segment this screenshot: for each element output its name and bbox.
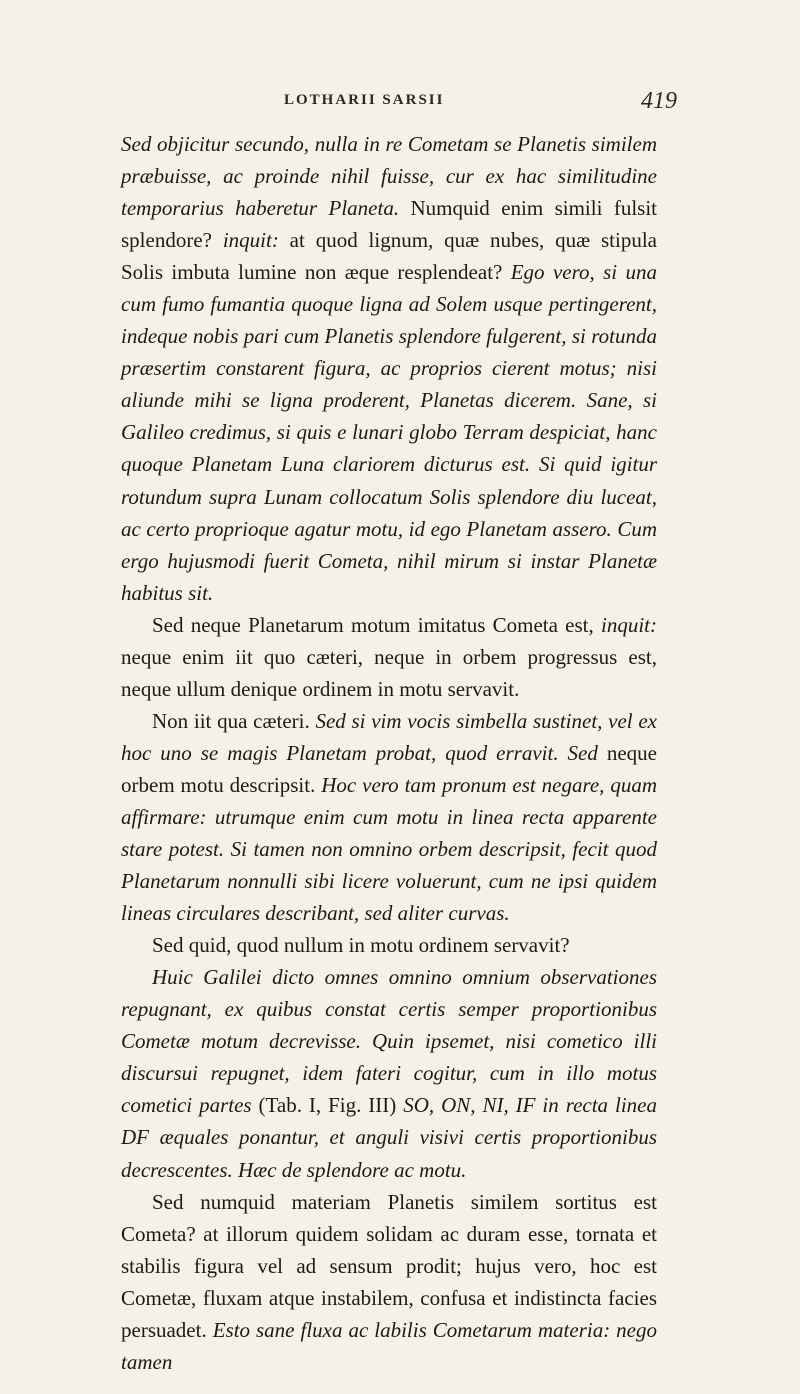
roman-run: Non iit qua cæteri.	[152, 708, 316, 733]
roman-run: (Tab. I, Fig. III)	[251, 1093, 404, 1118]
roman-run: Sed neque Planetarum motum imitatus Cometa est,	[152, 612, 601, 637]
roman-run: neque orbem motu descripsit.	[121, 740, 657, 797]
italic-run: Esto sane fluxa ac labilis Cometarum materia: nego tamen	[121, 1317, 657, 1374]
italic-run: Huic Galilei dicto omnes omnino omnium observationes repugnant, ex quibus constat certis semper proportionibus Cometæ motum decrevisse. Quin ipsemet, nisi cometico illi discursui repugnet, idem fateri cogitur, cum in illo motus cometici partes	[121, 965, 657, 1118]
paragraph	[121, 1186, 657, 1378]
paragraph	[121, 609, 657, 705]
roman-run: Numquid enim simili fulsit splendore?	[121, 196, 657, 253]
running-title: LOTHARII SARSII	[284, 92, 445, 108]
italic-run: SO, ON, NI, IF in recta linea DF æquales ponantur, et anguli visivi certis proportionibus decrescentes. Hæc de splendore ac motu.	[121, 1093, 657, 1182]
running-head	[0, 88, 800, 118]
italic-run: Sed objicitur secundo, nulla in re Cometam se Planetis similem præbuisse, ac proinde nihil fuisse, cur ex hac similitudine temporarius haberetur Planeta.	[121, 132, 657, 221]
paragraph	[121, 961, 657, 1185]
italic-run: inquit:	[601, 612, 657, 637]
roman-run: neque enim iit quo cæteri, neque in orbem progressus est, neque ullum denique ordinem in motu servavit.	[121, 644, 657, 701]
paragraph	[121, 705, 657, 929]
roman-run: Sed numquid materiam Planetis similem sortitus est Cometa? at illorum quidem solidam ac duram esse, tornata et stabilis figura vel ad sensum prodit; hujus vero, hoc est Cometæ, fluxam atque instabilem, confusa et indistincta facies persuadet.	[121, 1189, 657, 1342]
italic-run: Ego vero, si una cum fumo fumantia quoque ligna ad Solem usque pertingerent, indeque nobis pari cum Planetis splendore fulgerent, si rotunda præsertim constarent figura, ac proprios cierent motus; nisi aliunde mihi se ligna proderent, Planetas dicerem. Sane, si Galileo credimus, si quis e lunari globo Terram despiciat, hanc quoque Planetam Luna clariorem dicturus est. Si quid igitur rotundum supra Lunam collocatum Solis splendore diu luceat, ac certo proprioque agatur motu, id ego Planetam assero. Cum ergo hujusmodi fuerit Cometa, nihil mirum si instar Planetæ habitus sit.	[121, 260, 657, 605]
page-number: 419	[641, 88, 677, 114]
roman-run: Sed quid, quod nullum in motu ordinem servavit?	[152, 933, 570, 958]
paragraph	[121, 128, 657, 609]
paragraph	[121, 929, 657, 961]
roman-run: at quod lignum, quæ nubes, quæ stipula Solis imbuta lumine non æque resplendeat?	[121, 228, 657, 285]
body-text	[121, 128, 657, 1378]
italic-run: Hoc vero tam pronum est negare, quam affirmare: utrumque enim cum motu in linea recta apparente stare potest. Si tamen non omnino orbem descripsit, fecit quod Planetarum nonnulli sibi licere voluerunt, cum ne ipsi quidem lineas circulares describant, sed aliter curvas.	[121, 772, 657, 926]
italic-run: Sed si vim vocis simbella sustinet, vel ex hoc uno se magis Planetam probat, quod erravit. Sed	[121, 708, 657, 765]
italic-run: inquit:	[222, 228, 279, 253]
